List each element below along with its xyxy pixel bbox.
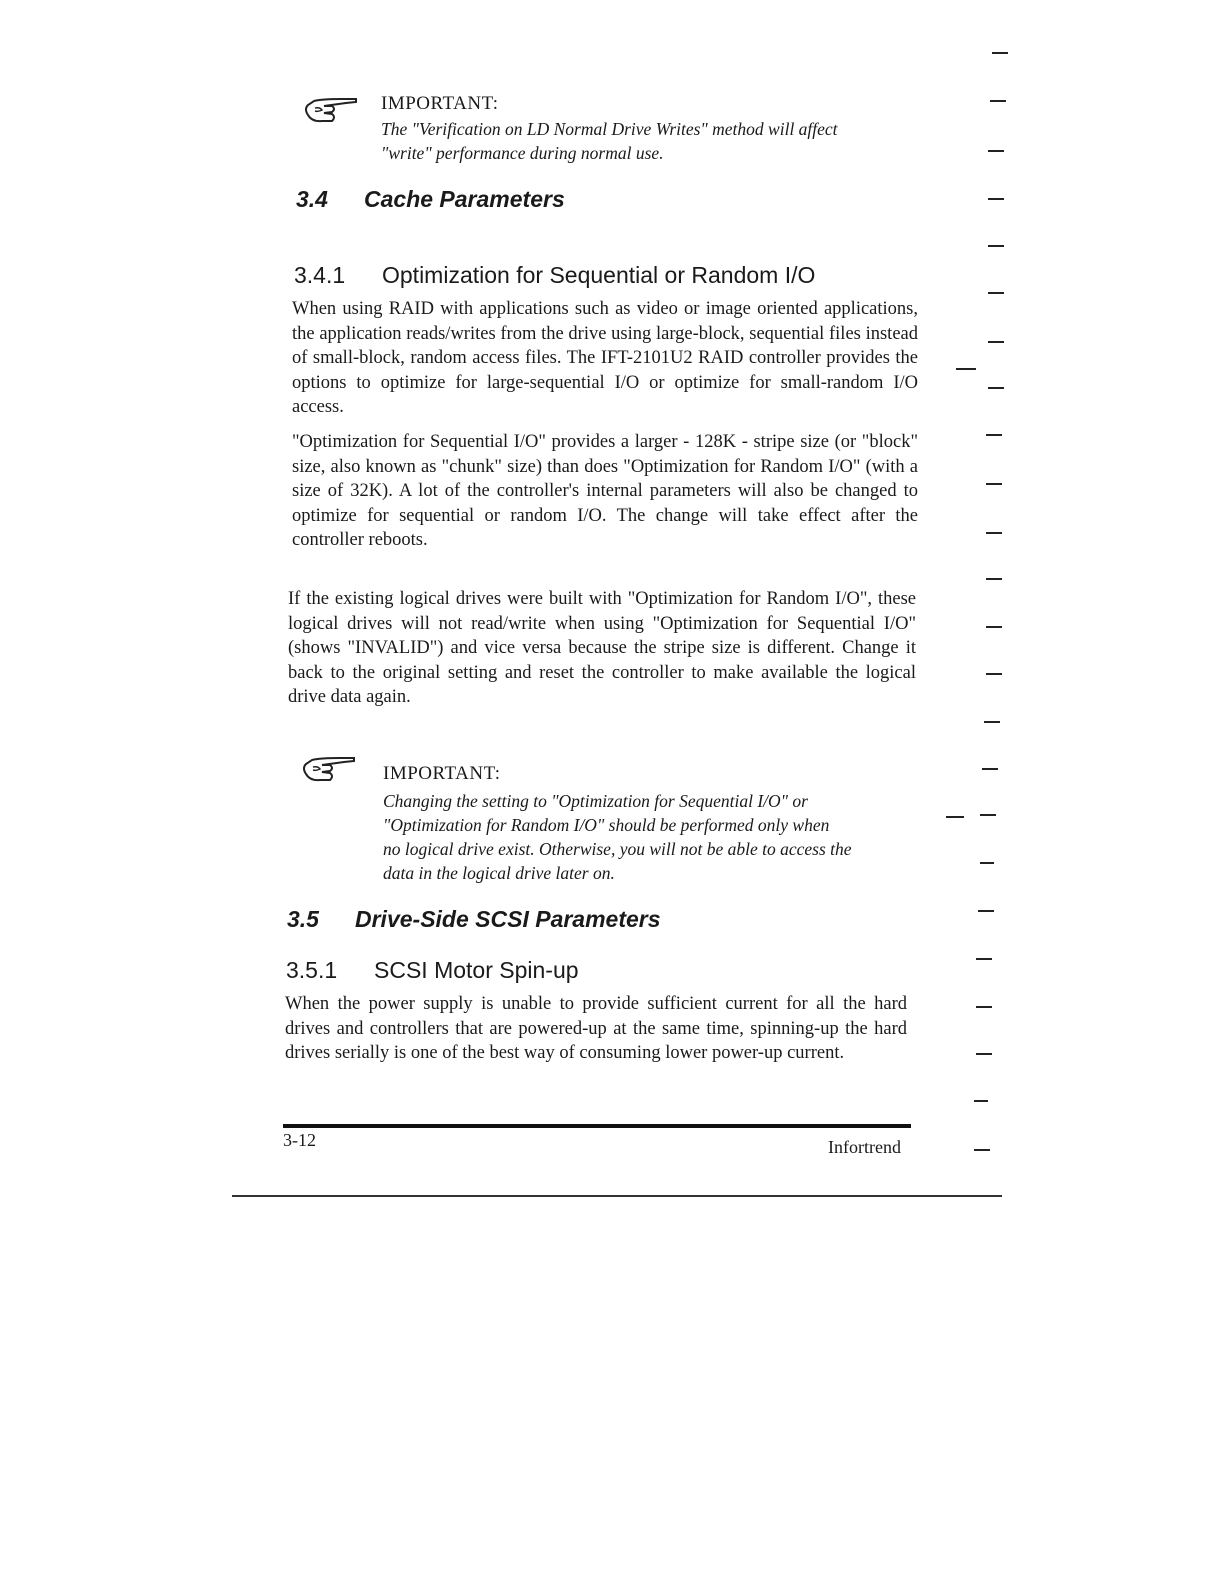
note1-line: "write" performance during normal use. bbox=[381, 143, 664, 163]
subsection-title: Optimization for Sequential or Random I/O bbox=[382, 262, 816, 288]
note2-line: "Optimization for Random I/O" should be performed only when bbox=[383, 815, 830, 835]
subsection-heading bbox=[286, 957, 579, 984]
margin-mark bbox=[986, 532, 1002, 534]
margin-mark bbox=[992, 52, 1008, 54]
paragraph-3: If the existing logical drives were built with "Optimization for Random I/O", these logical drives will not read/write when using "Optimization for Sequential I/O" (shows "INVALID") and vice versa because the stripe size is different. Change it back to the original setting and reset the controller to make available the logical drive data again. bbox=[288, 589, 916, 707]
margin-mark bbox=[976, 1053, 992, 1055]
margin-mark bbox=[988, 292, 1004, 294]
margin-mark bbox=[982, 768, 998, 770]
note1-body bbox=[381, 117, 941, 165]
page-edge-rule bbox=[232, 1195, 1002, 1197]
margin-mark bbox=[984, 721, 1000, 723]
margin-mark bbox=[988, 150, 1004, 152]
margin-mark bbox=[976, 1006, 992, 1008]
margin-mark bbox=[980, 814, 996, 816]
note2-line: no logical drive exist. Otherwise, you will not be able to access the bbox=[383, 839, 852, 859]
margin-mark bbox=[988, 341, 1004, 343]
subsection-number: 3.4.1 bbox=[294, 262, 346, 288]
note2-title: IMPORTANT: bbox=[383, 763, 501, 784]
margin-mark bbox=[986, 483, 1002, 485]
paragraph-2: "Optimization for Sequential I/O" provides a larger - 128K - stripe size (or "block" size, also known as "chunk" size) than does "Optimization for Random I/O" (with a size of 32K). A lot of the controller's internal parameters will also be changed to optimize for sequential or random I/O. The change will take effect after the controller reboots. bbox=[292, 432, 918, 550]
section-heading bbox=[287, 906, 661, 933]
footer-rule bbox=[283, 1124, 911, 1128]
pointing-hand-icon bbox=[302, 95, 358, 125]
margin-mark bbox=[946, 816, 964, 818]
section-heading bbox=[296, 186, 565, 213]
margin-mark bbox=[988, 198, 1004, 200]
margin-mark bbox=[990, 100, 1006, 102]
margin-mark bbox=[980, 862, 994, 864]
margin-mark bbox=[986, 626, 1002, 628]
margin-mark bbox=[974, 1100, 988, 1102]
margin-mark bbox=[986, 578, 1002, 580]
margin-mark bbox=[986, 673, 1002, 675]
footer-brand: Infortrend bbox=[828, 1137, 901, 1157]
subsection-number: 3.5.1 bbox=[286, 957, 338, 983]
section-number: 3.5 bbox=[287, 906, 319, 932]
section-title: Cache Parameters bbox=[364, 186, 565, 212]
paragraph-1: When using RAID with applications such as video or image oriented applications, the application reads/writes from the drive using large-block, sequential files instead of small-block, random access files. The IFT-2101U2 RAID controller provides the options to optimize for large-sequential I/O or optimize for small-random I/O access. bbox=[292, 299, 918, 417]
pointing-hand-icon bbox=[300, 754, 356, 784]
margin-mark bbox=[986, 434, 1002, 436]
section-number: 3.4 bbox=[296, 186, 328, 212]
margin-mark bbox=[974, 1149, 990, 1151]
note2-line: Changing the setting to "Optimization for Sequential I/O" or bbox=[383, 791, 808, 811]
margin-mark bbox=[988, 387, 1004, 389]
note2-line: data in the logical drive later on. bbox=[383, 863, 615, 883]
note1-title: IMPORTANT: bbox=[381, 93, 499, 114]
paragraph-4: When the power supply is unable to provide sufficient current for all the hard drives and controllers that are powered-up at the same time, spinning-up the hard drives serially is one of the best way of consuming lower power-up current. bbox=[285, 994, 907, 1063]
page-number: 3-12 bbox=[283, 1130, 316, 1150]
note1-line: The "Verification on LD Normal Drive Writes" method will affect bbox=[381, 119, 838, 139]
section-title: Drive-Side SCSI Parameters bbox=[355, 906, 661, 932]
margin-mark bbox=[988, 245, 1004, 247]
margin-mark bbox=[956, 368, 976, 370]
margin-mark bbox=[976, 958, 992, 960]
subsection-title: SCSI Motor Spin-up bbox=[374, 957, 579, 983]
margin-mark bbox=[978, 910, 994, 912]
note2-body bbox=[383, 789, 943, 885]
subsection-heading bbox=[294, 262, 815, 289]
